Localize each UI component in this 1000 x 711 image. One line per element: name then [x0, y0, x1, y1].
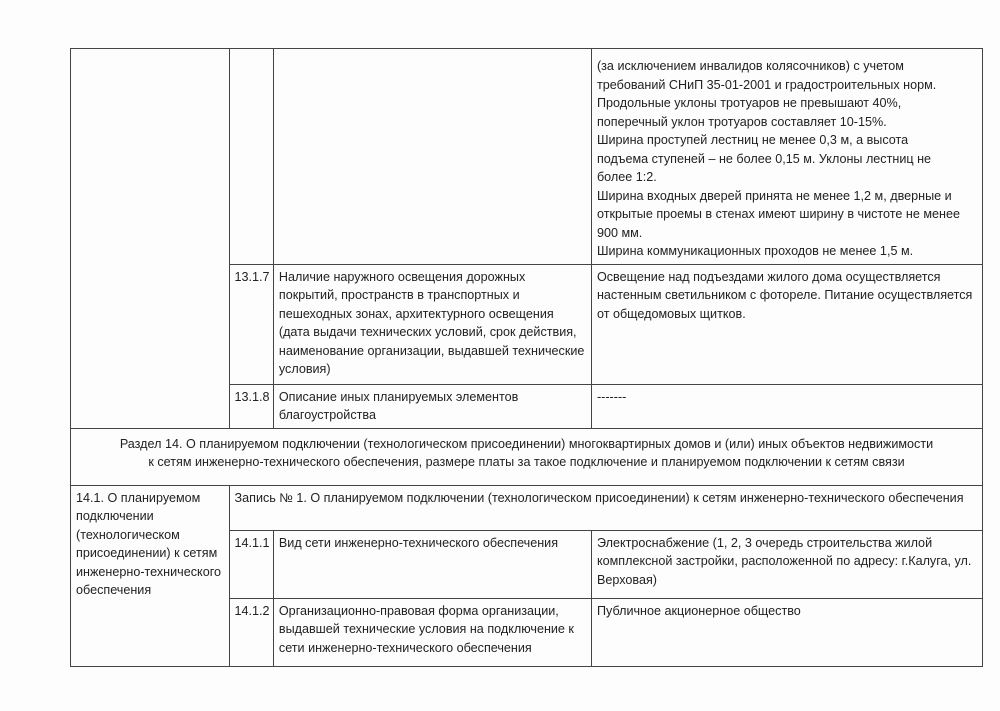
empty-cell	[229, 49, 273, 265]
row-label: Вид сети инженерно-технического обеспечения	[273, 530, 591, 598]
row-value: Публичное акционерное общество	[591, 598, 982, 666]
row-label: Описание иных планируемых элементов благоустройства	[273, 384, 591, 428]
row-value: Освещение над подъездами жилого дома осуществляется настенным светильником с фотореле. Питание осуществляется от общедомовых щитков.	[591, 264, 982, 384]
row-number: 14.1.1	[229, 530, 273, 598]
accessibility-text: (за исключением инвалидов колясочников) с учетом требований СНиП 35-01-2001 и градостроительных норм. Продольные уклоны тротуаров не превышают 40%, поперечный уклон тротуаров составляет 10-15%. Ширина проступей лестниц не менее 0,3 м, а высота подъема ступеней – не более 0,15 м. Уклоны лестниц не более 1:2. Ширина входных дверей принята не менее 1,2 м, дверные и открытые проемы в стенах имеют ширину в чистоте не менее 900 мм. Ширина коммуникационных проходов не менее 1,5 м.	[591, 49, 982, 265]
table-row	[71, 49, 983, 265]
row-number: 13.1.7	[229, 264, 273, 384]
empty-cell	[273, 49, 591, 265]
section-14-title: Раздел 14. О планируемом подключении (технологическом присоединении) многоквартирных домов и (или) иных объектов недвижимости к сетям инженерно-технического обеспечения, размере платы за такое подключение и планируемом подключении к сетям связи	[71, 428, 983, 485]
row-label: Организационно-правовая форма организации, выдавшей технические условия на подключение к сети инженерно-технического обеспечения	[273, 598, 591, 666]
empty-cell	[71, 49, 230, 429]
row-number: 14.1.2	[229, 598, 273, 666]
row-value: Электроснабжение (1, 2, 3 очередь строительства жилой комплексной застройки, расположенной по адресу: г.Калуга, ул. Верховая)	[591, 530, 982, 598]
subsection-label: 14.1. О планируемом подключении (технологическом присоединении) к сетям инженерно-технического обеспечения	[71, 485, 230, 666]
section-header-row	[71, 428, 983, 485]
table-row	[71, 485, 983, 530]
record-title: Запись № 1. О планируемом подключении (технологическом присоединении) к сетям инженерно-технического обеспечения	[229, 485, 982, 530]
row-number: 13.1.8	[229, 384, 273, 428]
row-label: Наличие наружного освещения дорожных покрытий, пространств в транспортных и пешеходных зонах, архитектурного освещения (дата выдачи технических условий, срок действия, наименование организации, выдавшей технические условия)	[273, 264, 591, 384]
declaration-table	[70, 48, 983, 667]
row-value: -------	[591, 384, 982, 428]
